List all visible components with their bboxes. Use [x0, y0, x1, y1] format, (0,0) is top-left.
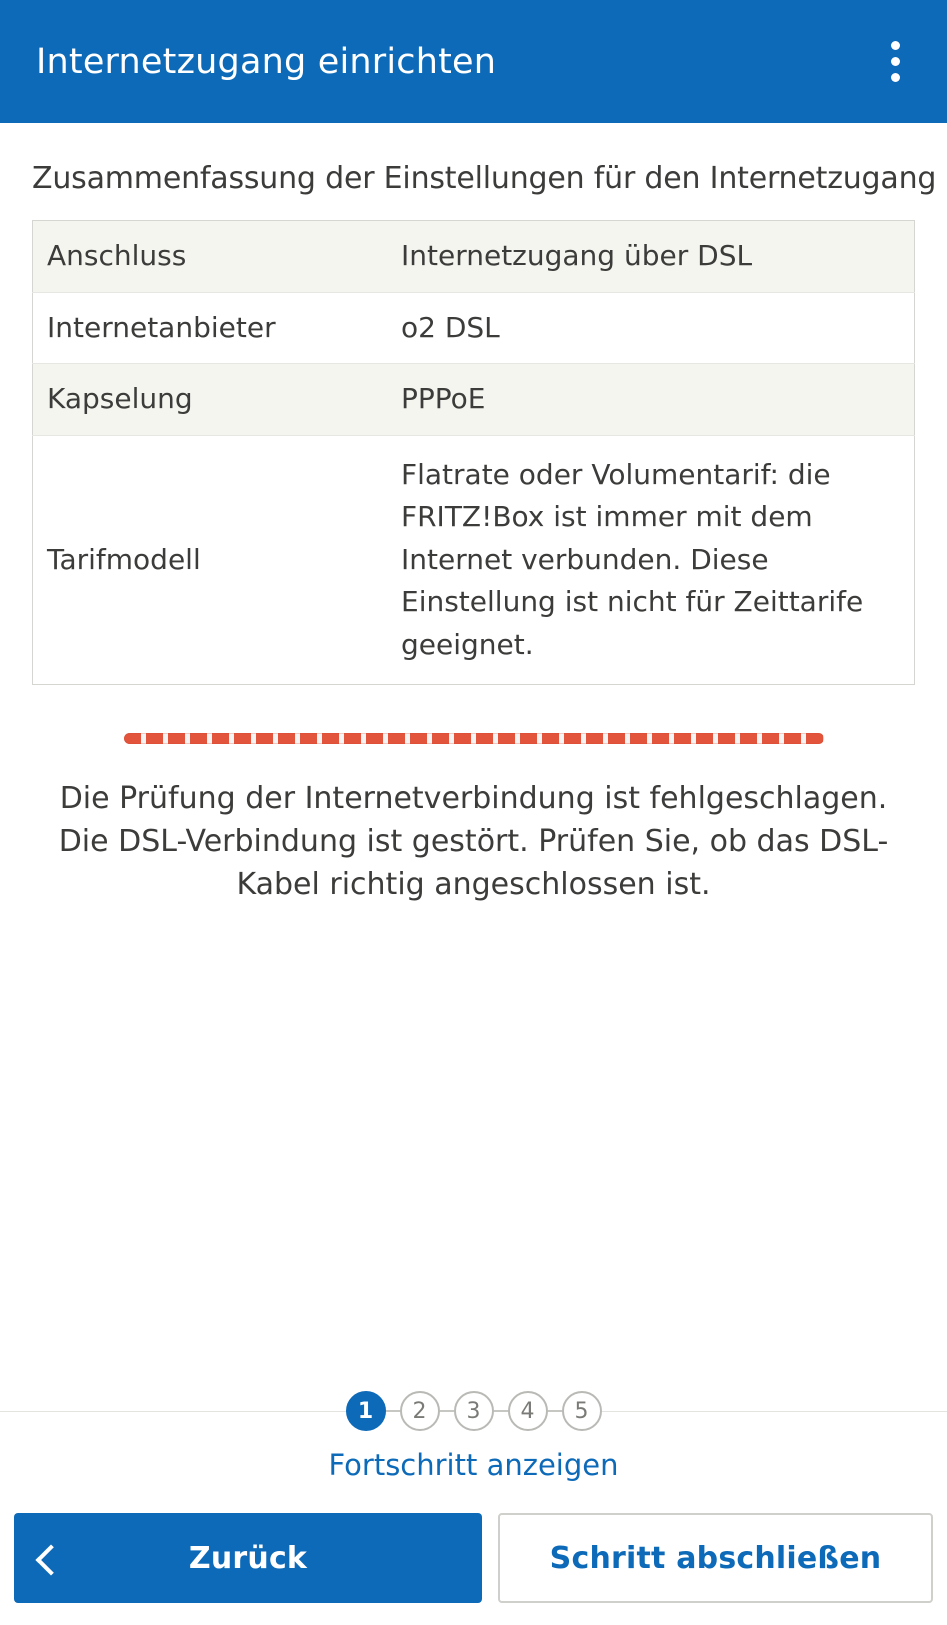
table-row [33, 364, 915, 436]
kebab-dot [891, 57, 900, 66]
row-label: Anschluss [47, 239, 187, 272]
error-message: Die Prüfung der Internetverbindung ist fehlgeschlagen. Die DSL-Verbindung ist gestört. Prüfen Sie, ob das DSL-Kabel richtig angeschlossen ist. [58, 781, 889, 902]
footer-actions [0, 1499, 947, 1625]
back-button[interactable] [14, 1513, 482, 1603]
row-value: o2 DSL [389, 292, 915, 364]
step-connector [386, 1410, 400, 1412]
chevron-left-icon [35, 1544, 66, 1575]
step-2[interactable]: 2 [400, 1391, 440, 1431]
table-row [33, 221, 915, 293]
step-5[interactable]: 5 [562, 1391, 602, 1431]
finish-step-button[interactable] [498, 1513, 933, 1603]
kebab-menu-icon[interactable] [873, 32, 917, 92]
show-progress-link[interactable]: Fortschritt anzeigen [328, 1448, 619, 1482]
row-value: Flatrate oder Volumentarif: die FRITZ!Box ist immer mit dem Internet verbunden. Diese Einstellung ist nicht für Zeittarife geeignet. [389, 435, 915, 685]
kebab-dot [891, 41, 900, 50]
table-row [33, 435, 915, 685]
error-progress-bar [124, 733, 824, 744]
row-label: Kapselung [33, 364, 390, 436]
app-header [0, 0, 947, 123]
row-label: Tarifmodell [33, 435, 390, 685]
progress-section [0, 1398, 947, 1482]
error-indicator [32, 733, 915, 744]
finish-step-button-label: Schritt abschließen [549, 1540, 882, 1576]
step-connector [440, 1410, 454, 1412]
step-connector [494, 1410, 508, 1412]
row-value: Internetzugang über DSL [401, 239, 753, 272]
settings-summary-table [32, 220, 915, 685]
row-label: Internetanbieter [33, 292, 390, 364]
row-value: PPPoE [389, 364, 915, 436]
summary-heading: Zusammenfassung der Einstellungen für den Internetzugang [32, 161, 937, 196]
step-3[interactable]: 3 [454, 1391, 494, 1431]
table-row [33, 292, 915, 364]
step-indicator [0, 1391, 947, 1431]
step-4[interactable]: 4 [508, 1391, 548, 1431]
main-content [0, 123, 947, 1625]
step-connector [548, 1410, 562, 1412]
step-1[interactable]: 1 [346, 1391, 386, 1431]
back-button-label: Zurück [188, 1540, 308, 1576]
page-title: Internetzugang einrichten [36, 41, 497, 82]
kebab-dot [891, 73, 900, 82]
